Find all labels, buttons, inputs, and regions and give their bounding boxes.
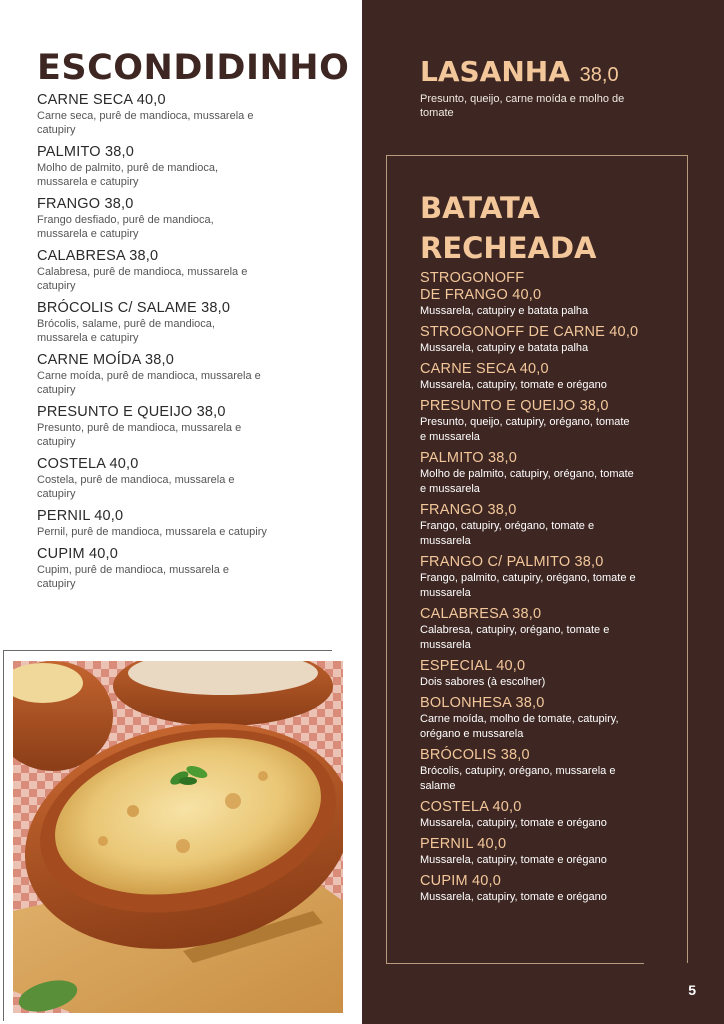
menu-item (37, 403, 337, 449)
item-name: FRANGO 38,0 (420, 502, 517, 518)
item-name: STROGONOFF DE CARNE 40,0 (420, 324, 639, 340)
item-name: PALMITO 38,0 (420, 450, 517, 466)
item-name: COSTELA 40,0 (37, 456, 139, 472)
item-description: Mussarela, catupiry, tomate e orégano (420, 854, 607, 866)
item-name: PALMITO 38,0 (37, 144, 134, 160)
menu-item (420, 695, 670, 742)
batata-frame-bottom (386, 963, 644, 964)
menu-item (420, 361, 670, 393)
menu-item (420, 873, 670, 905)
batata-recheada-title (420, 188, 596, 268)
item-description: Brócolis, catupiry, orégano, mussarela e salame (420, 765, 616, 792)
item-name: PRESUNTO E QUEIJO 38,0 (420, 398, 609, 414)
item-name: CUPIM 40,0 (37, 546, 118, 562)
batata-list (420, 270, 670, 910)
item-name: BOLONHESA 38,0 (420, 695, 545, 711)
item-description: Calabresa, purê de mandioca, mussarela e catupiry (37, 266, 248, 292)
lasanha-section (420, 55, 690, 120)
menu-item (37, 545, 337, 591)
item-name: PERNIL 40,0 (420, 836, 507, 852)
item-name: COSTELA 40,0 (420, 799, 522, 815)
lasanha-price: 38,0 (579, 64, 619, 86)
menu-item (420, 606, 670, 653)
item-description: Molho de palmito, catupiry, orégano, tomate e mussarela (420, 468, 634, 495)
item-name: CARNE SECA 40,0 (37, 92, 166, 108)
menu-item (420, 658, 670, 690)
menu-item (420, 398, 670, 445)
item-name: FRANGO C/ PALMITO 38,0 (420, 554, 604, 570)
menu-item (37, 195, 337, 241)
item-name: CALABRESA 38,0 (37, 248, 159, 264)
item-description: Carne moída, molho de tomate, catupiry, orégano e mussarela (420, 713, 619, 740)
item-name: CUPIM 40,0 (420, 873, 501, 889)
item-name: PRESUNTO E QUEIJO 38,0 (37, 404, 226, 420)
item-description: Mussarela, catupiry, tomate e orégano (420, 817, 607, 829)
escondidinho-list (37, 91, 337, 597)
item-name: FRANGO 38,0 (37, 196, 134, 212)
item-name: BRÓCOLIS C/ SALAME 38,0 (37, 300, 231, 316)
food-photo (13, 661, 343, 1013)
page-number: 5 (688, 982, 696, 998)
item-description: Frango desfiado, purê de mandioca, mussarela e catupiry (37, 214, 214, 240)
item-name: ESPECIAL 40,0 (420, 658, 526, 674)
menu-item (37, 507, 337, 539)
escondidinho-title: ESCONDIDINHO (37, 48, 350, 88)
batata-title-line1: BATATA (420, 191, 540, 225)
item-description: Frango, catupiry, orégano, tomate e mussarela (420, 520, 595, 547)
item-description: Presunto, purê de mandioca, mussarela e catupiry (37, 422, 242, 448)
item-name: CARNE MOÍDA 38,0 (37, 352, 174, 368)
item-description: Cupim, purê de mandioca, mussarela e catupiry (37, 564, 229, 590)
item-description: Mussarela, catupiry e batata palha (420, 305, 589, 317)
item-description: Frango, palmito, catupiry, orégano, tomate e mussarela (420, 572, 636, 599)
item-description: Molho de palmito, purê de mandioca, mussarela e catupiry (37, 162, 218, 188)
menu-item (37, 351, 337, 397)
item-name: BRÓCOLIS 38,0 (420, 747, 530, 763)
menu-item (420, 747, 670, 794)
item-description: Mussarela, catupiry, tomate e orégano (420, 891, 607, 903)
item-description: Mussarela, catupiry, tomate e orégano (420, 379, 607, 391)
item-description: Presunto, queijo, catupiry, orégano, tomate e mussarela (420, 416, 630, 443)
item-description: Carne moída, purê de mandioca, mussarela e catupiry (37, 370, 261, 396)
menu-item (420, 450, 670, 497)
batata-title-line2: RECHEADA (420, 231, 597, 265)
menu-item (420, 270, 670, 319)
lasanha-title: LASANHA (420, 55, 570, 88)
lasanha-description: Presunto, queijo, carne moída e molho de tomate (420, 93, 625, 119)
item-description: Carne seca, purê de mandioca, mussarela e catupiry (37, 110, 254, 136)
lasanha-heading (420, 55, 690, 92)
menu-item (37, 455, 337, 501)
item-description: Costela, purê de mandioca, mussarela e catupiry (37, 474, 235, 500)
menu-item (37, 299, 337, 345)
item-description: Brócolis, salame, purê de mandioca, mussarela e catupiry (37, 318, 215, 344)
item-name: CALABRESA 38,0 (420, 606, 542, 622)
menu-item (420, 554, 670, 601)
menu-item (420, 324, 670, 356)
item-name: STROGONOFF DE FRANGO 40,0 (420, 270, 542, 303)
menu-item (37, 247, 337, 293)
item-name: PERNIL 40,0 (37, 508, 124, 524)
item-name: CARNE SECA 40,0 (420, 361, 549, 377)
item-description: Dois sabores (à escolher) (420, 676, 546, 688)
menu-item (37, 143, 337, 189)
menu-item (37, 91, 337, 137)
item-description: Pernil, purê de mandioca, mussarela e catupiry (37, 526, 267, 538)
menu-item (420, 502, 670, 549)
menu-item (420, 799, 670, 831)
item-description: Calabresa, catupiry, orégano, tomate e mussarela (420, 624, 610, 651)
item-description: Mussarela, catupiry e batata palha (420, 342, 589, 354)
menu-item (420, 836, 670, 868)
